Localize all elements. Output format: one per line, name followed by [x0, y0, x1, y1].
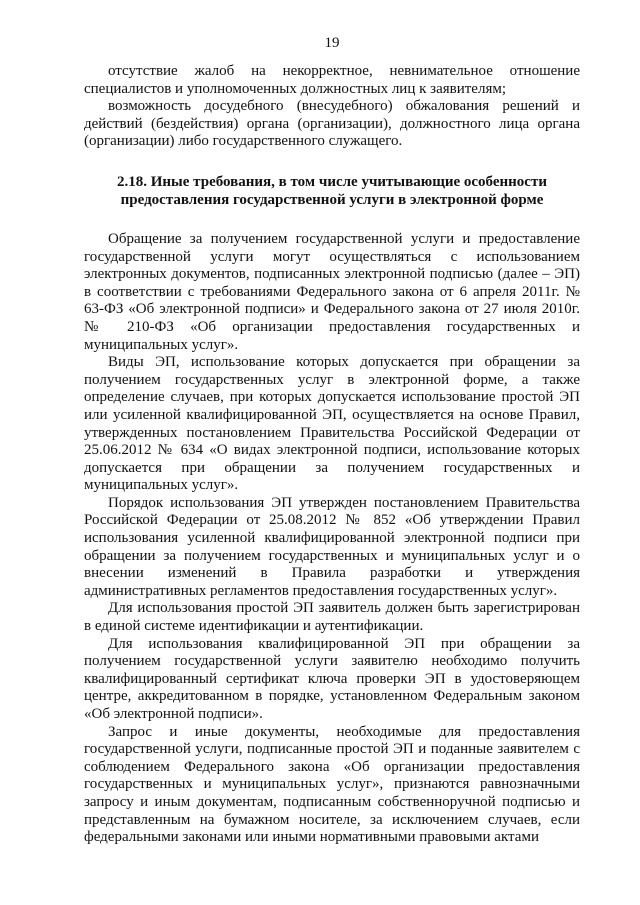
section-heading-line: 2.18. Иные требования, в том числе учитывающие особенности	[117, 173, 547, 190]
paragraph: возможность досудебного (внесудебного) обжалования решений и действий (бездействия) органа (организации), должностного лица органа (организации) либо государственного служащего.	[84, 98, 580, 150]
section-heading	[84, 173, 580, 209]
page-number: 19	[324, 35, 340, 51]
paragraph: Виды ЭП, использование которых допускается при обращении за получением государственных услуг в электронной форме, а также определение случаев, при которых допускается использование простой ЭП или усиленной квалифицированной ЭП, осуществляется на основе Правил, утвержденных постановлением Правительства Российской Федерации от 25.06.2012 № 634 «О видах электронной подписи, использование которых допускается при обращении за получением государственных и муниципальных услуг».	[84, 354, 580, 494]
paragraph: отсутствие жалоб на некорректное, невнимательное отношение специалистов и уполномоченных должностных лиц к заявителям;	[84, 63, 580, 97]
section-heading-line: предоставления государственной услуги в электронной форме	[120, 191, 544, 208]
paragraph: Для использования квалифицированной ЭП при обращении за получением государственной услуги заявителю необходимо получить квалифицированный сертификат ключа проверки ЭП в удостоверяющем центре, аккредитованном в порядке, установленном Федеральным законом «Об электронной подписи».	[84, 635, 580, 722]
paragraph: Порядок использования ЭП утвержден постановлением Правительства Российской Федерации от 25.08.2012 № 852 «Об утверждении Правил использования усиленной квалифицированной электронной подписи при обращении за получением государственных и муниципальных услуг и о внесении изменений в Правила разработки и утверждения административных регламентов предоставления государственных услуг».	[84, 494, 580, 599]
paragraph: Обращение за получением государственной услуги и предоставление государственной услуги могут осуществляться с использованием электронных документов, подписанных электронной подписью (далее – ЭП) в соответствии с требованиями Федерального закона от 6 апреля 2011г. № 63-ФЗ «Об электронной подписи» и Федерального закона от 27 июля 2010г. № 210-ФЗ «Об организации предоставления государственных и муниципальных услуг».	[84, 230, 580, 353]
paragraph: Для использования простой ЭП заявитель должен быть зарегистрирован в единой системе идентификации и аутентификации.	[84, 600, 580, 635]
paragraph: Запрос и иные документы, необходимые для предоставления государственной услуги, подписанные простой ЭП и поданные заявителем с соблюдением Федерального закона «Об организации предоставления государственных и муниципальных услуг», признаются равнозначными запросу и иным документам, подписанным собственноручной подписью и представленным на бумажном носителе, за исключением случаев, если федеральными законами или иными нормативными правовыми актами	[84, 723, 580, 846]
